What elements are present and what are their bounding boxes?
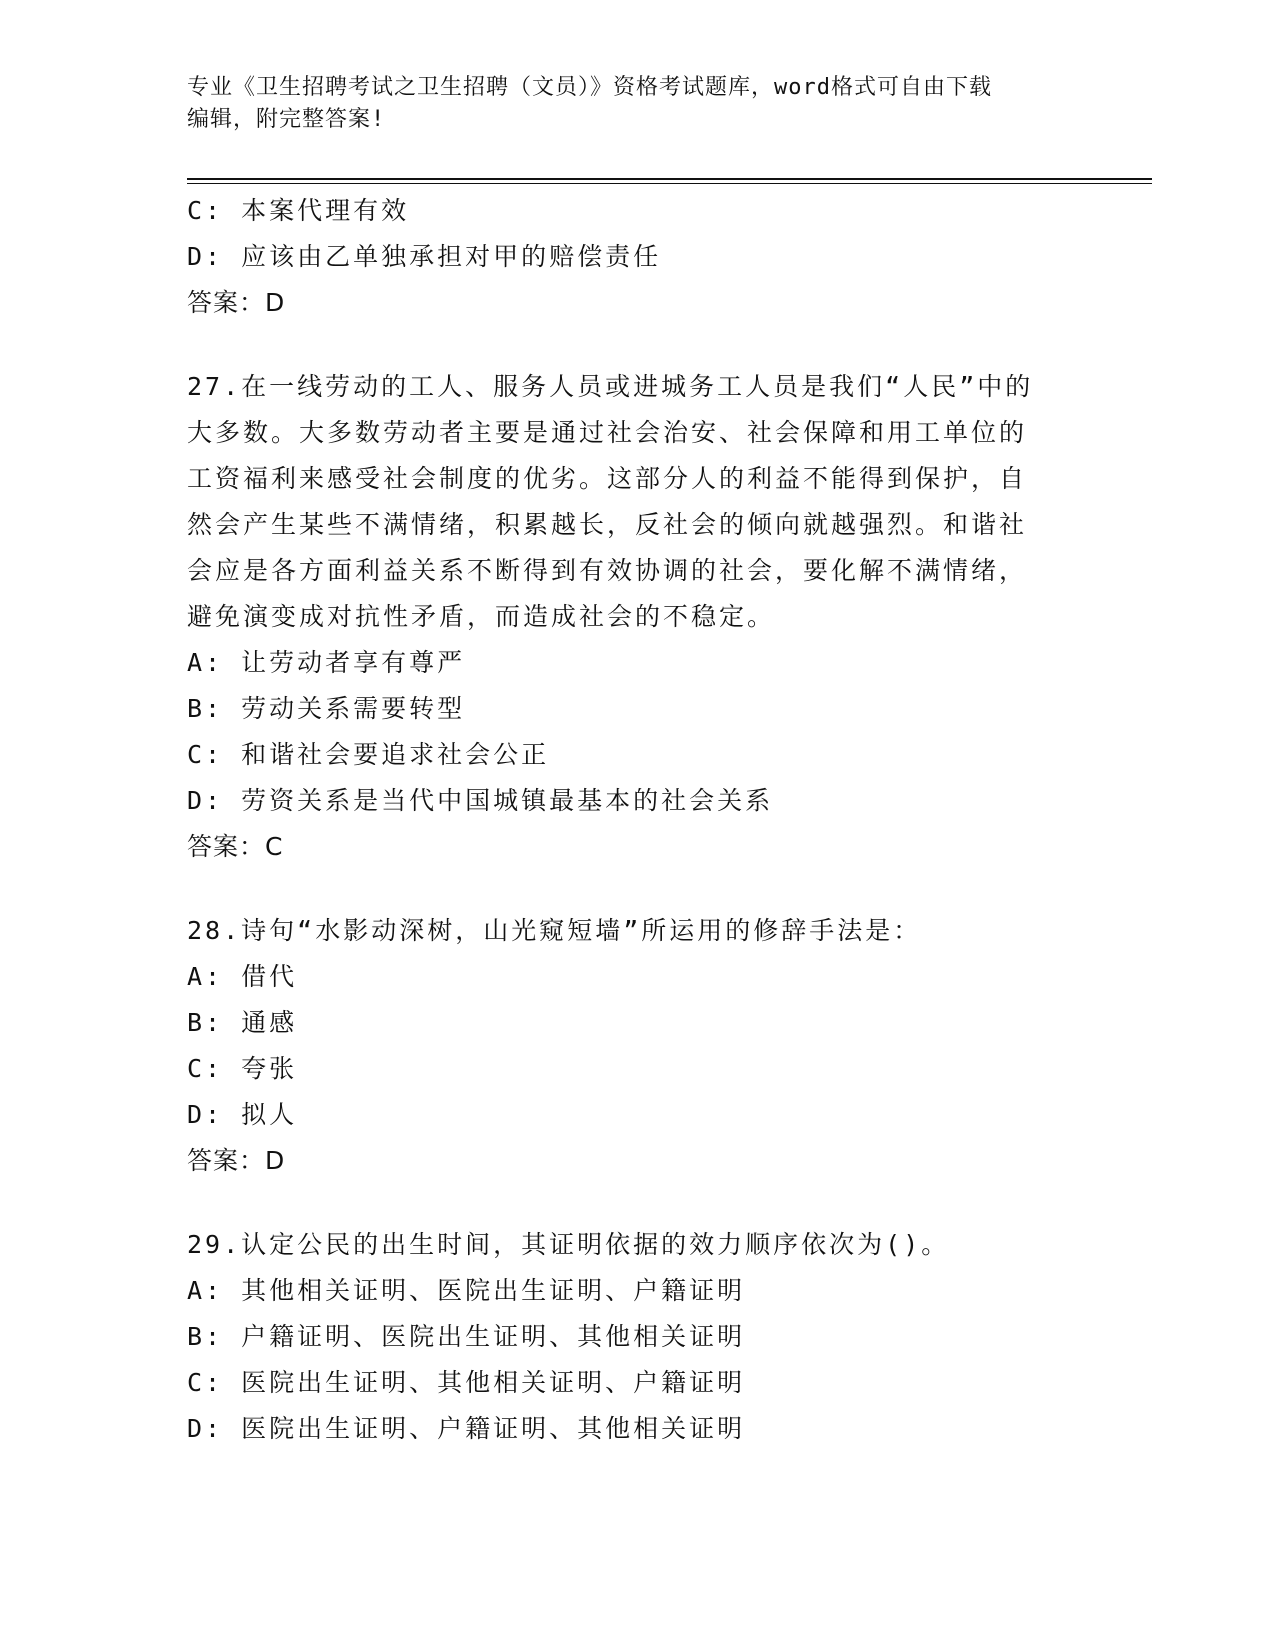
header-divider-thick (187, 178, 1152, 180)
question-stem-line: 29.认定公民的出生时间，其证明依据的效力顺序依次为()。 (187, 1230, 950, 1259)
option-c: C: 本案代理有效 (187, 196, 410, 225)
option-a: A: 让劳动者享有尊严 (187, 648, 466, 677)
option-d: D: 拟人 (187, 1100, 298, 1129)
document-header (187, 72, 1077, 136)
header-line-1: 专业《卫生招聘考试之卫生招聘（文员）》资格考试题库，word格式可自由下载 (187, 75, 992, 100)
option-b: B: 通感 (187, 1008, 298, 1037)
option-b: B: 户籍证明、医院出生证明、其他相关证明 (187, 1322, 746, 1351)
question-26-continuation (187, 188, 1087, 326)
question-stem-line: 然会产生某些不满情绪，积累越长，反社会的倾向就越强烈。和谐社 (187, 510, 1028, 539)
question-content (187, 188, 1087, 1452)
option-a: A: 借代 (187, 962, 298, 991)
option-c: C: 和谐社会要追求社会公正 (187, 740, 550, 769)
answer-line: 答案：C (187, 832, 284, 861)
question-stem-line: 会应是各方面利益关系不断得到有效协调的社会，要化解不满情绪， (187, 556, 1028, 585)
option-c: C: 医院出生证明、其他相关证明、户籍证明 (187, 1368, 746, 1397)
question-stem-line: 大多数。大多数劳动者主要是通过社会治安、社会保障和用工单位的 (187, 418, 1028, 447)
question-stem-line: 工资福利来感受社会制度的优劣。这部分人的利益不能得到保护，自 (187, 464, 1028, 493)
question-stem-line: 28.诗句“水影动深树，山光窥短墙”所运用的修辞手法是： (187, 916, 922, 945)
question-29 (187, 1222, 1087, 1452)
question-stem-line: 避免演变成对抗性矛盾，而造成社会的不稳定。 (187, 602, 776, 631)
question-stem-line: 27.在一线劳动的工人、服务人员或进城务工人员是我们“人民”中的 (187, 372, 1034, 401)
option-d: D: 应该由乙单独承担对甲的赔偿责任 (187, 242, 662, 271)
question-27 (187, 364, 1087, 870)
option-a: A: 其他相关证明、医院出生证明、户籍证明 (187, 1276, 746, 1305)
header-line-2: 编辑，附完整答案! (187, 107, 386, 132)
answer-line: 答案：D (187, 288, 286, 317)
header-divider-thin (187, 183, 1152, 184)
option-d: D: 劳资关系是当代中国城镇最基本的社会关系 (187, 786, 774, 815)
option-d: D: 医院出生证明、户籍证明、其他相关证明 (187, 1414, 746, 1443)
answer-line: 答案：D (187, 1146, 286, 1175)
question-28 (187, 908, 1087, 1184)
option-c: C: 夸张 (187, 1054, 298, 1083)
option-b: B: 劳动关系需要转型 (187, 694, 466, 723)
